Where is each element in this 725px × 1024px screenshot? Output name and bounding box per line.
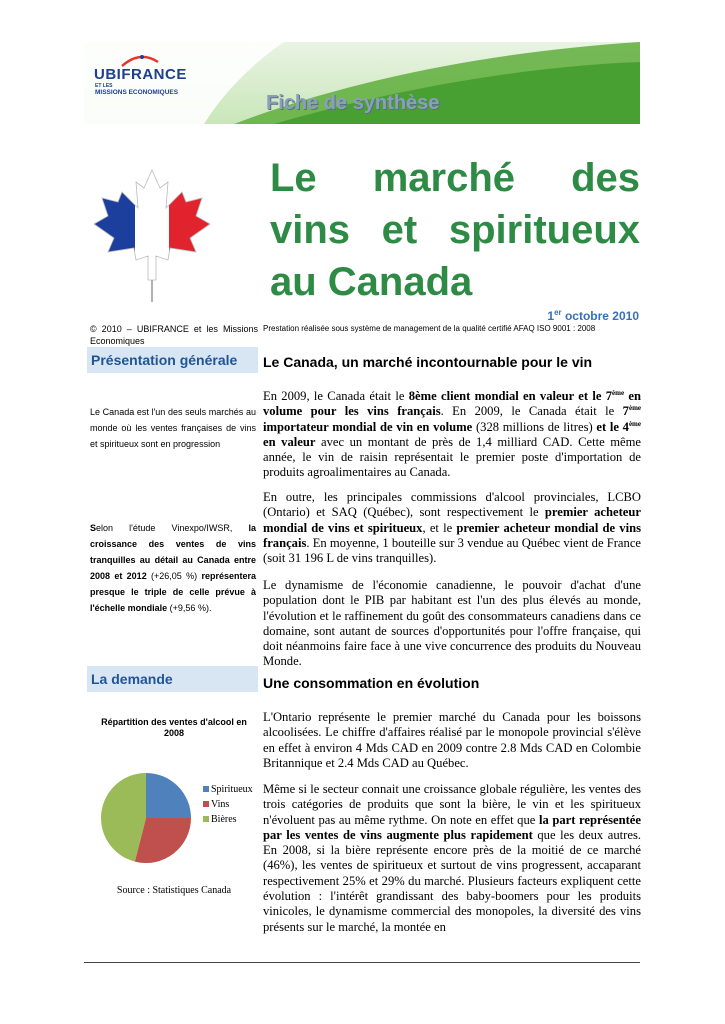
- paragraph-2: En outre, les principales commissions d'alcool provinciales, LCBO (Ontario) et SAQ (Québec), sont respectivement le premier acheteur mondial de vins et spiritueux, et le premier acheteur mondial de vins français. En moyenne, 1 bouteille sur 3 vendue au Québec vient de France (soit 31 196 L de vins tranquilles).: [263, 490, 641, 566]
- paragraph-4: L'Ontario représente le premier marché du Canada pour les boissons alcoolisées. Le chiffre d'affaires réalisé par le monopole provincial s'élève en effet à environ 4 Mds CAD en 2009 contre 2.8 Mds CAD en Colombie Britannique et 2.4 Mds CAD au Québec.: [263, 710, 641, 770]
- title-line-3: au Canada: [270, 260, 473, 304]
- paragraph-1: En 2009, le Canada était le 8ème client mondial en valeur et le 7ème en volume pour les vins français. En 2009, le Canada était le 7ème importateur mondial de vin en volume (328 millions de litres) et le 4ème en valeur avec un montant de près de 1,4 milliard CAD. Cette même année, le vin de raisin représentait le premier poste d'importation de produits agroalimentaires au Canada.: [263, 388, 642, 480]
- legend-swatch: [203, 801, 209, 807]
- maple-leaf-flag-icon: [90, 168, 215, 308]
- side-note-1: Le Canada est l'un des seuls marchés au monde où les ventes françaises de vins et spiritueux sont en progression: [90, 407, 256, 449]
- title-line-2: vins et spiritueux: [270, 208, 640, 252]
- pie-chart: [100, 770, 260, 870]
- chart-source: Source : Statistiques Canada: [116, 885, 232, 896]
- document-title: [270, 152, 640, 308]
- paragraph-5: Même si le secteur connait une croissance globale régulière, les ventes des trois catégories de produits que sont la bière, le vin et les spiritueux n'évoluent pas au même rythme. On note en effet que la part représentée par les ventes de vins augmente plus rapidement que les deux autres. En 2008, si la bière représente encore près de la moitié de ce marché (46%), les ventes de spiritueux et surtout de vins progressent, accaparant respectivement 25% et 29% du marché. Plusieurs facteurs expliquent cette évolution : l'intérêt grandissant des baby-boomers pour les produits vinicoles, le dynamisme commercial des monopoles, la diversité des vins présents sur le marché, la montée en: [263, 782, 642, 934]
- pie-slice-spiritueux: [146, 773, 191, 818]
- copyright-note: © 2010 – UBIFRANCE et les Missions Economiques: [90, 324, 258, 346]
- legend-swatch: [203, 786, 209, 792]
- legend-label: Vins: [211, 799, 230, 810]
- logo-sub2: MISSIONS ECONOMIQUES: [95, 89, 179, 96]
- fiche-label: Fiche de synthèse: [266, 92, 440, 114]
- legend-label: Spiritueux: [211, 784, 253, 795]
- logo-word: UBIFRANCE: [94, 66, 187, 83]
- section-presentation-title: Présentation générale: [87, 347, 258, 373]
- paragraph-3: Le dynamisme de l'économie canadienne, le pouvoir d'achat d'une population dont le PIB par habitant est l'un des plus élevés au monde, l'évolution et le raffinement du goût des consommateurs canadiens dans ce domaine, sont autant de sources d'opportunités pour l'offre française, qui doit néanmoins faire face à une vive concurrence des produits du Nouveau Monde.: [263, 578, 641, 669]
- title-line-1: Le marché des: [270, 156, 640, 200]
- section-demande-heading: Une consommation en évolution: [263, 675, 480, 691]
- legend-label: Bières: [211, 814, 237, 825]
- section-presentation-heading: Le Canada, un marché incontournable pour le vin: [263, 354, 593, 370]
- section-demande-title: La demande: [87, 666, 258, 692]
- side-note-2: Selon l'étude Vinexpo/IWSR, la croissance des ventes de vins tranquilles au détail au Canada entre 2008 et 2012 (+26,05 %) représentera presque le triple de celle prévue à l'échelle mondiale (+9,56 %).: [90, 523, 257, 613]
- logo-sub1: ET LES: [95, 83, 113, 89]
- prestation-note: Prestation réalisée sous système de management de la qualité certifié AFAQ ISO 9001 : 2008: [263, 324, 596, 333]
- chart-title: Répartition des ventes d'alcool en 2008: [101, 717, 247, 738]
- ubifrance-logo: [88, 50, 188, 110]
- legend-swatch: [203, 816, 209, 822]
- publication-date: 1er octobre 2010: [547, 308, 639, 323]
- footer-divider: [84, 962, 640, 963]
